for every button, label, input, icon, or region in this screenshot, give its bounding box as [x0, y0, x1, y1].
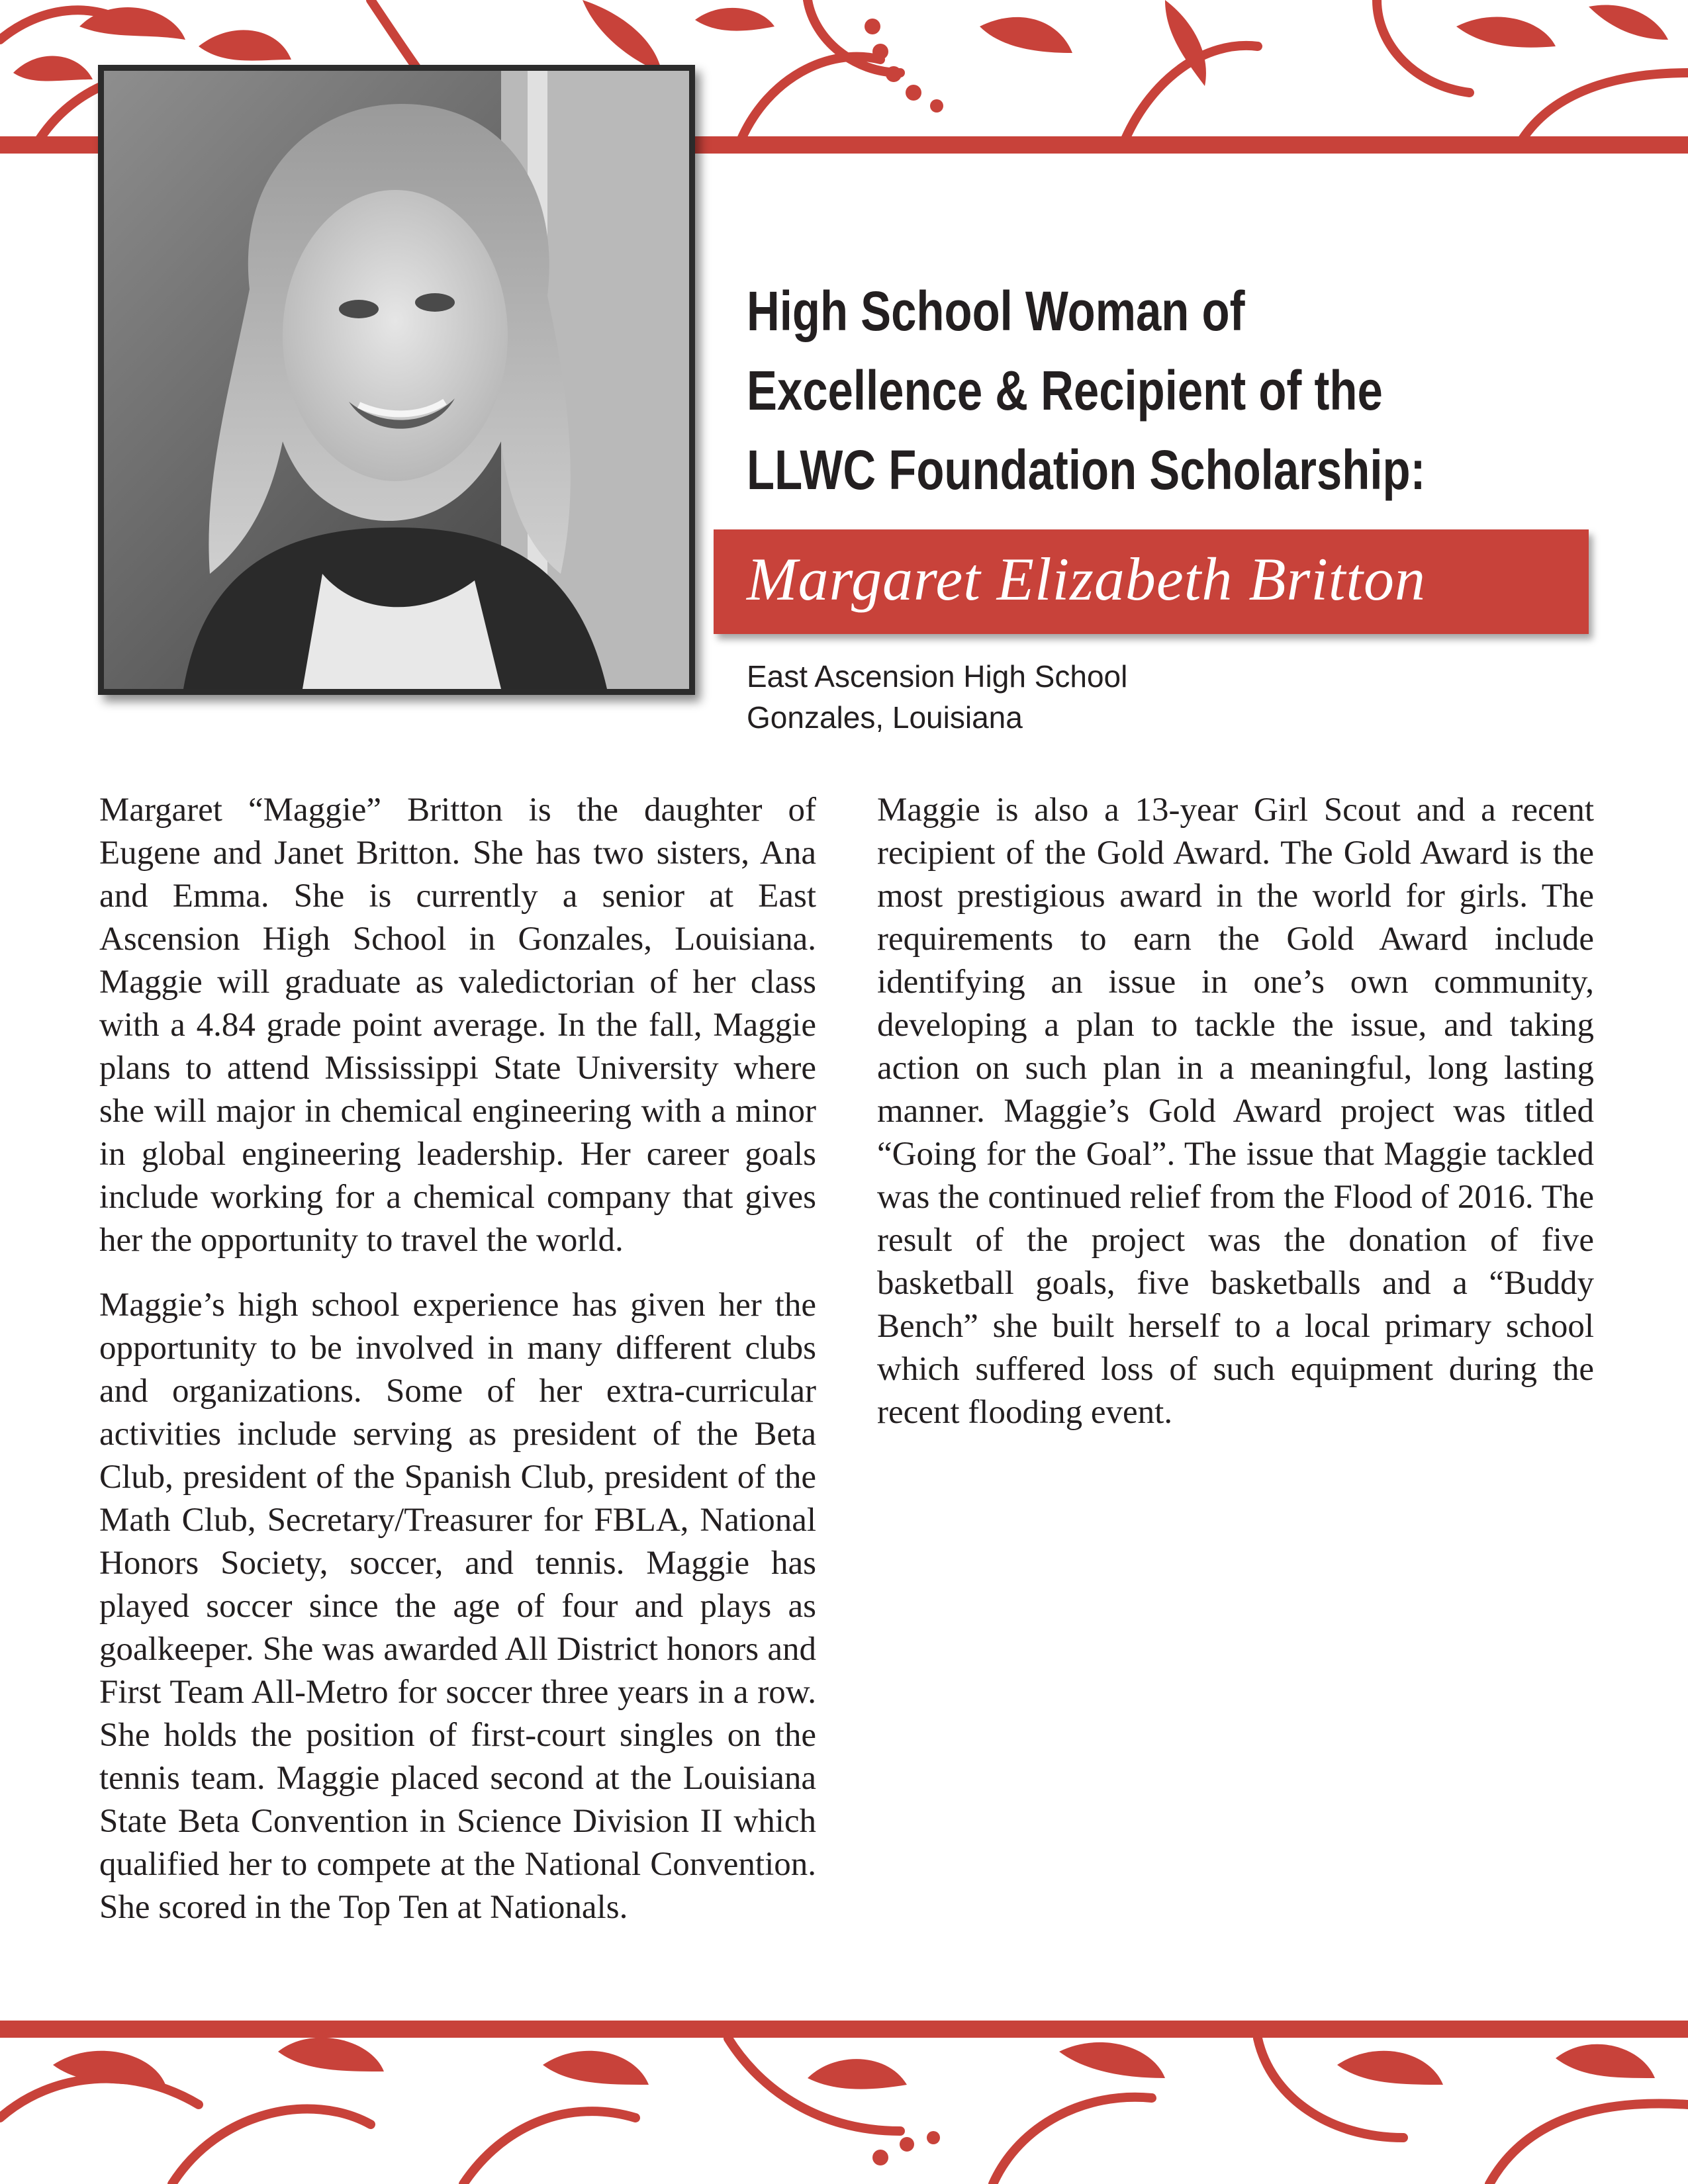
portrait-photo	[98, 65, 695, 695]
portrait-photo-icon	[104, 71, 689, 689]
body-column-right	[877, 789, 1594, 1456]
paragraph: Margaret “Maggie” Britton is the daughter of Eugene and Janet Britton. She has two sisters, Ana and Emma. She is currently a senior at East Ascension High School in Gonzales, Louisiana. Maggie will graduate as valedictorian of her class with a 4.84 grade point average. In the fall, Maggie plans to attend Mississippi State University where she will major in chemical engineering with a minor in global engineering leadership. Her career goals include working for a chemical company that gives her the opportunity to travel the world.	[99, 792, 816, 1259]
headline-line-3: LLWC Foundation Scholarship:	[747, 439, 1426, 501]
headline-line-2: Excellence & Recipient of the	[747, 359, 1383, 422]
school-location: Gonzales, Louisiana	[747, 700, 1023, 735]
paragraph: Maggie’s high school experience has given her the opportunity to be involved in many different clubs and organizations. Some of her extra-curricular activities include serving as president of the Beta Club, president of the Spanish Club, president of the Math Club, Secretary/Treasurer for FBLA, National Honors Society, soccer, and tennis. Maggie has played soccer since the age of four and plays as goalkeeper. She was awarded All District honors and First Team All-Metro for soccer three years in a row. She holds the position of first-court singles on the tennis team. Maggie placed second at the Louisiana State Beta Convention in Science Division II which qualified her to compete at the National Convention. She scored in the Top Ten at Nationals.	[99, 1287, 816, 1926]
name-banner	[714, 529, 1589, 634]
body-column-left	[99, 789, 816, 1951]
recipient-name: Margaret Elizabeth Britton	[747, 545, 1427, 613]
school-name: East Ascension High School	[747, 659, 1128, 694]
headline	[747, 271, 1452, 510]
headline-line-1: High School Woman of	[747, 280, 1245, 342]
paragraph: Maggie is also a 13-year Girl Scout and a recent recipient of the Gold Award. The Gold Award is the most prestigious award in the world for girls. The requirements to earn the Gold Award include identifying an issue in one’s own community, developing a plan to tackle the issue, and taking action on such plan in a meaningful, long lasting manner. Maggie’s Gold Award project was titled “Going for the Goal”. The issue that Maggie tackled was the continued relief from the Flood of 2016. The result of the project was the donation of five basketball goals, five basketballs and a “Buddy Bench” she built herself to a local primary school which suffered loss of such equipment during the recent flooding event.	[877, 792, 1594, 1431]
floral-ornament-bottom	[0, 2012, 1688, 2184]
